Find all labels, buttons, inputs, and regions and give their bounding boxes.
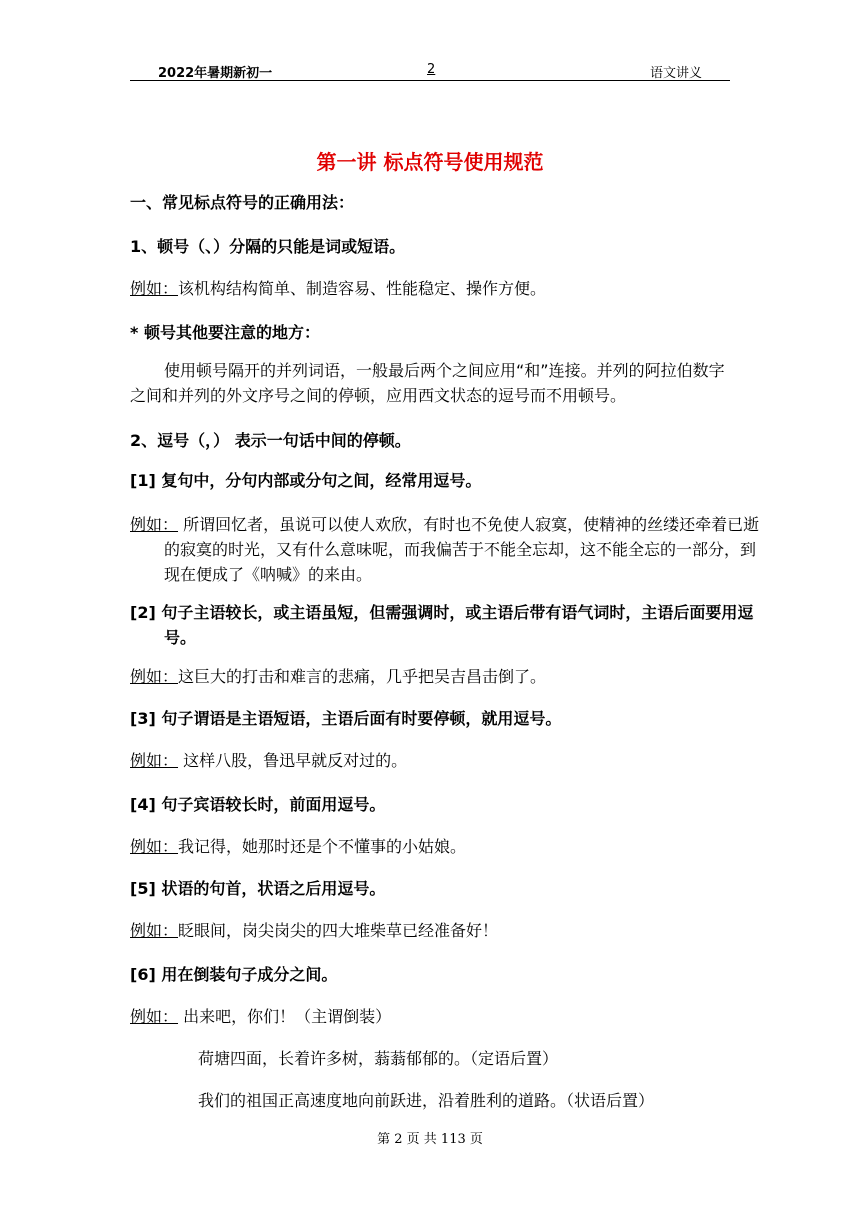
example-7 bbox=[130, 1004, 730, 1029]
example-3 bbox=[130, 664, 730, 689]
example-label: 例如： bbox=[130, 921, 179, 940]
example-5 bbox=[130, 834, 730, 859]
header-left: 2022年暑期新初一 bbox=[158, 66, 273, 81]
header-right: 语文讲义 bbox=[649, 66, 702, 81]
header-page-number: 2 bbox=[427, 62, 436, 77]
example-label: 例如： bbox=[130, 837, 179, 856]
lecture-title: 第一讲 标点符号使用规范 bbox=[316, 150, 544, 174]
example-7c: 我们的祖国正高速度地向前跃进，沿着胜利的道路。（状语后置） bbox=[198, 1091, 655, 1110]
example-label: 例如： bbox=[130, 515, 179, 534]
example-4 bbox=[130, 748, 730, 773]
rule-6: [6] 用在倒装句子成分之间。 bbox=[130, 965, 338, 984]
example-text: 该机构结构简单、制造容易、性能稳定、操作方便。 bbox=[178, 279, 547, 298]
rule-5: [5] 状语的句首，状语之后用逗号。 bbox=[130, 879, 386, 898]
page-header bbox=[130, 62, 730, 81]
example-text: 这样八股，鲁迅早就反对过的。 bbox=[178, 751, 408, 770]
example-7b: 荷塘四面，长着许多树，蓊蓊郁郁的。（定语后置） bbox=[198, 1049, 559, 1068]
example-text: 出来吧，你们！（主谓倒装） bbox=[178, 1007, 392, 1026]
note-title: * 顿号其他要注意的地方： bbox=[130, 323, 320, 342]
rule-3: [3] 句子谓语是主语短语，主语后面有时要停顿，就用逗号。 bbox=[130, 709, 562, 728]
example-text: 我记得，她那时还是个不懂事的小姑娘。 bbox=[178, 837, 467, 856]
example-2 bbox=[130, 512, 764, 587]
subheading-dunhao: 1、顿号（、）分隔的只能是词或短语。 bbox=[130, 237, 406, 256]
rule-2: [2] 句子主语较长，或主语虽短，但需强调时，或主语后带有语气词时，主语后面要用逗号。 bbox=[130, 603, 754, 647]
example-label: 例如： bbox=[130, 279, 179, 298]
page-footer: 第 2 页 共 113 页 bbox=[377, 1132, 483, 1147]
example-1 bbox=[130, 276, 730, 301]
example-label: 例如： bbox=[130, 667, 179, 686]
example-6 bbox=[130, 918, 730, 943]
subheading-douhao: 2、逗号（，） 表示一句话中间的停顿。 bbox=[130, 431, 411, 450]
example-text: 眨眼间，岗尖岗尖的四大堆柴草已经准备好！ bbox=[178, 921, 499, 940]
note-body: 使用顿号隔开的并列词语，一般最后两个之间应用“和”连接。并列的阿拉伯数字之间和并列的外文序号之间的停顿，应用西文状态的逗号而不用顿号。 bbox=[130, 361, 725, 405]
example-label: 例如： bbox=[130, 751, 179, 770]
example-label: 例如： bbox=[130, 1007, 179, 1026]
example-text: 这巨大的打击和难言的悲痛，几乎把吴吉昌击倒了。 bbox=[178, 667, 547, 686]
example-text: 所谓回忆者，虽说可以使人欢欣，有时也不免使人寂寞，使精神的丝缕还牵着已逝的寂寞的时光，又有什么意味呢，而我偏苦于不能全忘却，这不能全忘的一部分，到现在便成了《呐喊》的来由。 bbox=[164, 515, 760, 584]
section-heading-1: 一、常见标点符号的正确用法： bbox=[130, 193, 355, 212]
rule-1: [1] 复句中，分句内部或分句之间，经常用逗号。 bbox=[130, 471, 482, 490]
rule-4: [4] 句子宾语较长时，前面用逗号。 bbox=[130, 795, 386, 814]
